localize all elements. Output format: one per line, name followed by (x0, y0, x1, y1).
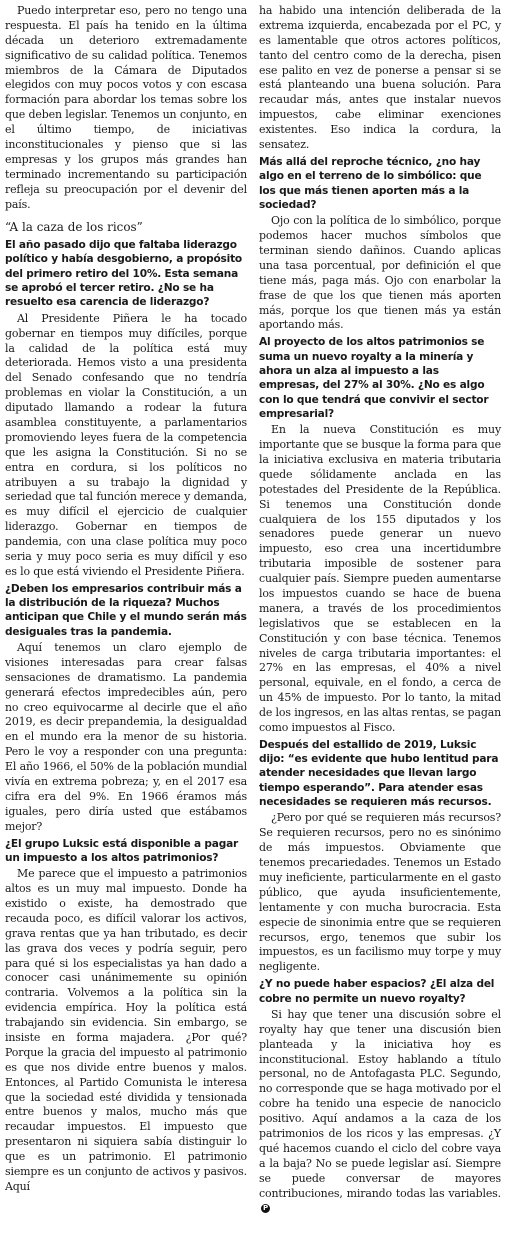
interview-question: ¿Deben los empresarios contribuir más a la distribución de la riqueza? Muchos anticipan que Chile y el mundo serán más desiguales tras la pandemia. (5, 582, 247, 638)
paragraph-text: Si hay que tener una discusión sobre el royalty hay que tener una discusión bien planteada y la iniciativa hoy es inconstitucional. Estoy hablando a título personal, no de Antofagasta PLC. Segundo, no corresponde que se haga motivado por el cobre ha tenido una especie de nanociclo positivo. Aquí andamos a la caza de los patrimonios de los ricos y las empresas. ¿Y qué hacemos cuando el ciclo del cobre vaya a la baja? No se puede legislar así. Siempre se puede conversar de mayores contribuciones, mirando todas las variables. (259, 1007, 501, 1200)
interview-question: Al proyecto de los altos patrimonios se suma un nuevo royalty a la minería y ahora un alza al impuesto a las empresas, del 27% al 30%. ¿No es algo con lo que tendrá que convivir el sector empresarial? (259, 336, 489, 420)
left-column (5, 4, 247, 1195)
paragraph: Al Presidente Piñera le ha tocado gobernar en tiempos muy difíciles, porque la calidad de la política está muy deteriorada. Hemos visto a una presidenta del Senado confesando que no tendría problemas en violar la Constitución, a un diputado llamando a rodear la futura asamblea constituyente, a parlamentarios promoviendo leyes fuera de la competencia que les asigna la Constitución. Si no se entra en cordura, si los políticos no atribuyen a su trabajo la dignidad y seriedad que tal función merece y demanda, es muy difícil el ejercicio de cualquier liderazgo. Gobernar en tiempos de pandemia, con una clase política muy poco seria y muy poco seria es muy difícil y eso es lo que está viviendo el Presidente Piñera. (5, 311, 247, 578)
final-paragraph (259, 1008, 501, 1216)
interview-question: Más allá del reproche técnico, ¿no hay algo en el terreno de lo simbólico: que los que más tienen aporten más a la sociedad? (259, 155, 482, 211)
paragraph: Me parece que el impuesto a patrimonios altos es un muy mal impuesto. Donde ha existido o existe, ha demostrado que recauda poco, es difícil valorar los activos, grava rentas que ya han tributado, es decir las grava dos veces y podría seguir, pero para qué si los especialistas ya han dado a conocer casi unánimemente su opinión contraria. Volvemos a la política sin la evidencia empírica. Hoy la política está trabajando sin evidencia. Sin embargo, se insiste en forma majadera. ¿Por qué? Porque la gracia del impuesto al patrimonio es que nos divide entre buenos y malos. Entonces, al Partido Comunista le interesa que la sociedad esté dividida y tensionada entre buenos y malos, mucho más que recaudar impuestos. El impuesto que presentaron ni siquiera sabía distinguir lo que es un patrimonio. El patrimonio siempre es un conjunto de activos y pasivos. Aquí (5, 867, 247, 1193)
interview-question: Después del estallido de 2019, Luksic dijo: “es evidente que hubo lentitud para atender necesidades que llevan largo tiempo esperando”. Para atender esas necesidades se requieren más recursos. (259, 738, 499, 809)
right-column (259, 4, 501, 1216)
interview-question: ¿Y no puede haber espacios? ¿El alza del cobre no permite un nuevo royalty? (259, 978, 495, 1005)
paragraph: En la nueva Constitución es muy importante que se busque la forma para que la iniciativa exclusiva en materia tributaria quede sólidamente anclada en las potestades del Presidente de la República. Si tenemos una Constitución donde cualquiera de los 155 diputados y los senadores puede generar un nuevo impuesto, eso crea una incertidumbre tributaria imposible de sostener para cualquier país. Siempre pueden aumentarse los impuestos cuando se hace de buena manera, a través de los procedimientos legislativos que se establecen en la Constitución y con base técnica. Tenemos niveles de carga tributaria importantes: el 27% en las empresas, el 40% a nivel personal, equivale, en el fondo, a cerca de un 45% de impuesto. Por lo tanto, la mitad de los ingresos, en las altas rentas, se pagan como impuestos al Fisco. (259, 423, 501, 734)
paragraph: Ojo con la política de lo simbólico, porque podemos hacer muchos símbolos que terminan siendo dañinos. Cuando aplicas una tasa porcentual, por definición el que tiene más, paga más. Ojo con enarbolar la frase de que los que tienen más aporten más, porque los que tienen más ya están aportando más. (259, 214, 501, 332)
paragraph: ha habido una intención deliberada de la extrema izquierda, encabezada por el PC, y es lamentable que otros actores políticos, tanto del centro como de la derecha, pisen ese palito en vez de ponerse a pensar si se está planteando una buena solución. Para recaudar más, antes que instalar nuevos impuestos, cabe eliminar exenciones existentes. Eso indica la cordura, la sensatez. (259, 4, 501, 152)
paragraph: Aquí tenemos un claro ejemplo de visiones interesadas para crear falsas sensaciones de dramatismo. La pandemia generará efectos impredecibles aún, pero no creo equivocarme al decirle que el año 2019, es decir prepandemia, la desigualdad en el mundo era la menor de su historia. Pero le voy a responder con una pregunta: El año 1966, el 50% de la población mundial vivía en extrema pobreza; y, en el 2017 esa cifra era del 9%. En 1966 éramos más iguales, pero diría usted que estábamos mejor? (5, 641, 247, 833)
paragraph: Puedo interpretar eso, pero no tengo una respuesta. El país ha tenido en la última década un deterioro extremadamente significativo de su calidad política. Tenemos miembros de la Cámara de Diputados elegidos con muy pocos votos y con escasa formación para abordar los temas sobre los que deben legislar. Tenemos un conjunto, en el último tiempo, de iniciativas inconstitucionales y pienso que si las empresas y los grupos más grandes han terminado incrementando su participación refleja su preocupación por el devenir del país. (5, 4, 247, 211)
paragraph: ¿Pero por qué se requieren más recursos? Se requieren recursos, pero no es sinónimo de más impuestos. Obviamente que tenemos precariedades. Tenemos un Estado muy ineficiente, particularmente en el gasto público, que ayuda insuficientemente, lentamente y con mucha burocracia. Esta especie de sinonimia entre que se requieren recursos, ergo, tenemos que subir los impuestos, es un facilismo muy torpe y muy negligente. (259, 811, 501, 974)
section-subhead: “A la caza de los ricos” (5, 220, 143, 235)
end-mark-icon: P (261, 1204, 270, 1213)
interview-question: El año pasado dijo que faltaba liderazgo político y había desgobierno, a propósito del primero retiro del 10%. Esta semana se aprobó el tercer retiro. ¿No se ha resuelto esa carencia de liderazgo? (5, 239, 242, 309)
interview-question: ¿El grupo Luksic está disponible a pagar un impuesto a los altos patrimonios? (5, 837, 239, 864)
